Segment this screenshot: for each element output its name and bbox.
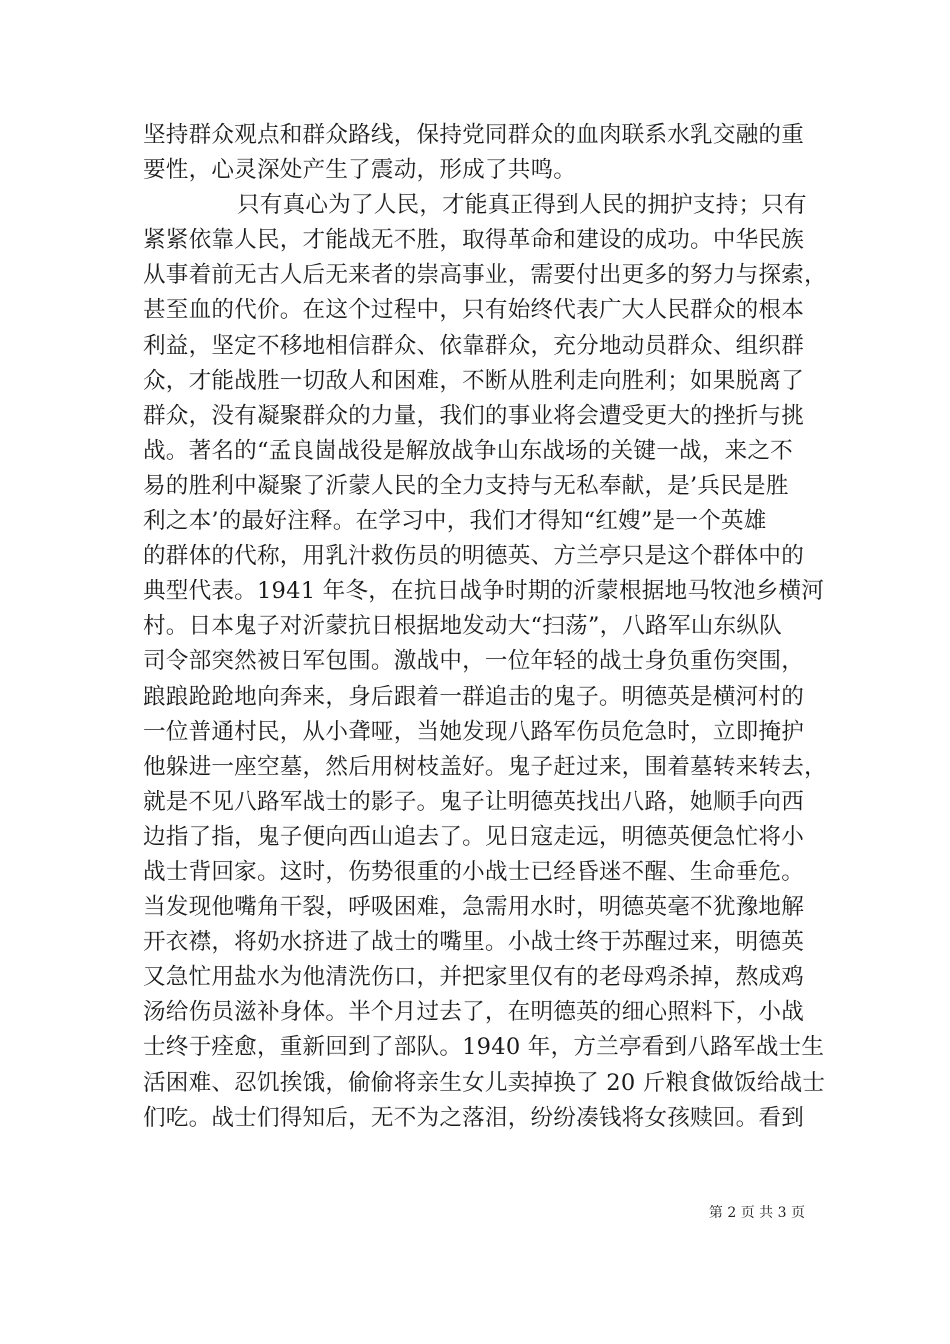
text-line: 当发现他嘴角干裂，呼吸困难，急需用水时，明德英毫不犹豫地解 xyxy=(143,894,805,921)
text-line: 群众，没有凝聚群众的力量，我们的事业将会遭受更大的挫折与挑 xyxy=(143,402,805,429)
text-line: 利益，坚定不移地相信群众、依靠群众，充分地动员群众、组织群 xyxy=(143,332,805,359)
text-line: 坚持群众观点和群众路线，保持党同群众的血肉联系水乳交融的重 xyxy=(143,122,805,148)
text-line: 的群体的代称，用乳汁救伤员的明德英、方兰亭只是这个群体中的 xyxy=(143,543,805,570)
text-line: 活困难、忍饥挨饿，偷偷将亲生女儿卖掉换了 20 斤粮食做饭给战士 xyxy=(143,1069,826,1096)
text-line: 边指了指，鬼子便向西山追去了。见日寇走远，明德英便急忙将小 xyxy=(143,823,805,850)
text-line: 又急忙用盐水为他清洗伤口，并把家里仅有的老母鸡杀掉，熬成鸡 xyxy=(143,964,805,991)
text-line: 紧紧依靠人民，才能战无不胜，取得革命和建设的成功。中华民族 xyxy=(143,227,805,254)
text-line: 他躲进一座空墓，然后用树枝盖好。鬼子赶过来，围着墓转来转去， xyxy=(143,753,827,780)
text-line: 踉踉跄跄地向奔来，身后跟着一群追击的鬼子。明德英是横河村的 xyxy=(143,683,805,710)
text-line: 战士背回家。这时，伤势很重的小战士已经昏迷不醒、生命垂危。 xyxy=(143,858,805,885)
text-line: 要性，心灵深处产生了震动，形成了共鸣。 xyxy=(143,157,577,184)
text-line: 甚至血的代价。在这个过程中，只有始终代表广大人民群众的根本 xyxy=(143,297,805,324)
text-line: 村。日本鬼子对沂蒙抗日根据地发动大“扫荡”，八路军山东纵队 xyxy=(143,613,782,640)
text-line: 汤给伤员滋补身体。半个月过去了，在明德英的细心照料下，小战 xyxy=(143,999,805,1026)
text-line: 易的胜利中凝聚了沂蒙人民的全力支持与无私奉献，是’兵民是胜 xyxy=(143,472,789,499)
text-line: 战。著名的“孟良崮战役是解放战争山东战场的关键一战，来之不 xyxy=(143,437,793,464)
text-line: 就是不见八路军战士的影子。鬼子让明德英找出八路，她顺手向西 xyxy=(143,788,805,815)
text-line: 士终于痊愈，重新回到了部队。1940 年，方兰亭看到八路军战士生 xyxy=(143,1034,825,1061)
text-line: 众，才能战胜一切敌人和困难，不断从胜利走向胜利；如果脱离了 xyxy=(143,367,805,394)
text-line: 一位普通村民，从小聋哑，当她发现八路军伤员危急时，立即掩护 xyxy=(143,718,805,745)
text-line: 们吃。战士们得知后，无不为之落泪，纷纷凑钱将女孩赎回。看到 xyxy=(143,1104,805,1131)
text-line: 利之本’的最好注释。在学习中，我们才得知“红嫂”是一个英雄 xyxy=(143,508,767,535)
page-number-footer: 第 2 页 共 3 页 xyxy=(708,1205,805,1221)
text-line: 典型代表。1941 年冬，在抗日战争时期的沂蒙根据地马牧池乡横河 xyxy=(143,578,825,605)
text-line: 司令部突然被日军包围。激战中，一位年轻的战士身负重伤突围， xyxy=(143,648,805,675)
body-text xyxy=(143,118,827,1136)
paragraph-start-line: 只有真心为了人民，才能真正得到人民的拥护支持；只有 xyxy=(237,192,807,219)
text-line: 从事着前无古人后无来者的崇高事业，需要付出更多的努力与探索， xyxy=(143,262,827,289)
text-line: 开衣襟，将奶水挤进了战士的嘴里。小战士终于苏醒过来，明德英 xyxy=(143,929,805,956)
